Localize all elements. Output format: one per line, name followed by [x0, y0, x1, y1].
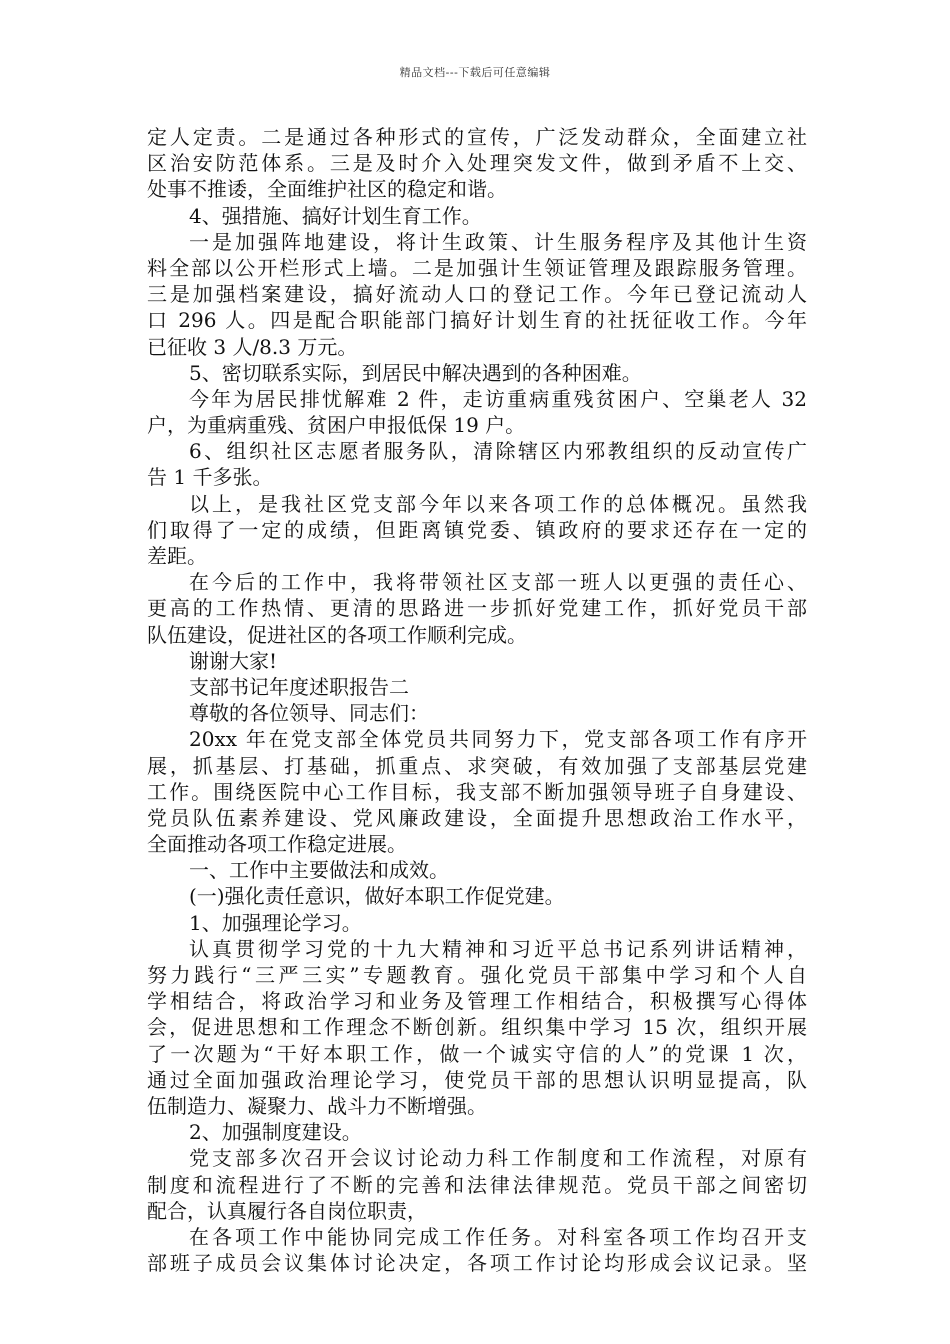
text-line: 更高的工作热情、更清的思路进一步抓好党建工作，抓好党员干部 [147, 596, 807, 621]
text-line: 户，为重病重残、贫困户申报低保 19 户。 [147, 413, 526, 438]
text-line: 制度和流程进行了不断的完善和法律法律规范。党员干部之间密切 [147, 1172, 807, 1197]
text-line: 队伍建设，促进社区的各项工作顺利完成。 [147, 622, 527, 647]
text-line: 定人定责。二是通过各种形式的宣传，广泛发动群众，全面建立社 [147, 125, 807, 149]
text-line: 伍制造力、凝聚力、战斗力不断增强。 [147, 1093, 487, 1118]
text-line: 通过全面加强政治理论学习，使党员干部的思想认识明显提高，队 [147, 1067, 807, 1092]
text-line: 告 1 千多张。 [147, 465, 273, 490]
text-line: 认真贯彻学习党的十九大精神和习近平总书记系列讲话精神， [189, 936, 807, 961]
text-line: 配合，认真履行各自岗位职责， [147, 1198, 427, 1223]
text-line: 全面推动各项工作稳定进展。 [147, 832, 407, 857]
text-line: 尊敬的各位领导、同志们： [189, 701, 429, 726]
text-line: 工作。围绕医院中心工作目标，我支部不断加强领导班子自身建设、 [147, 779, 807, 804]
text-line: 一是加强阵地建设，将计生政策、计生服务程序及其他计生资 [189, 229, 807, 254]
text-line: 会，促进思想和工作理念不断创新。组织集中学习 15 次，组织开展 [147, 1015, 807, 1040]
document-body [147, 124, 807, 1276]
text-line: 党支部多次召开会议讨论动力科工作制度和工作流程，对原有 [189, 1146, 807, 1171]
text-line: 区治安防范体系。三是及时介入处理突发文件，做到矛盾不上交、 [147, 151, 807, 176]
text-line: 支部书记年度述职报告二 [189, 674, 409, 699]
text-line: 学相结合，将政治学习和业务及管理工作相结合，积极撰写心得体 [147, 989, 807, 1014]
text-line: 差距。 [147, 544, 207, 568]
text-line: 今年为居民排忧解难 2 件，走访重病重残贫困户、空巢老人 32 [189, 386, 807, 411]
text-line: 部班子成员会议集体讨论决定，各项工作讨论均形成会议记录。坚 [147, 1251, 807, 1276]
text-line: 一、工作中主要做法和成效。 [189, 858, 449, 883]
text-line: 以上，是我社区党支部今年以来各项工作的总体概况。虽然我 [189, 491, 807, 516]
text-line: 处事不推诿，全面维护社区的稳定和谐。 [147, 177, 507, 202]
text-line: 5、密切联系实际，到居民中解决遇到的各种困难。 [189, 360, 642, 385]
text-line: 党员队伍素养建设、党风廉政建设，全面提升思想政治工作水平， [147, 805, 807, 830]
text-line: 2、加强制度建设。 [189, 1120, 362, 1145]
text-line: 们取得了一定的成绩，但距离镇党委、镇政府的要求还存在一定的 [147, 517, 807, 542]
text-line: 20xx 年在党支部全体党员共同努力下，党支部各项工作有序开 [189, 727, 807, 752]
text-line: 了一次题为“干好本职工作，做一个诚实守信的人”的党课 1 次， [147, 1041, 807, 1066]
text-line: 已征收 3 人/8.3 万元。 [147, 334, 358, 359]
text-line: 展，抓基层、打基础，抓重点、求突破，有效加强了支部基层党建 [147, 753, 807, 778]
text-line: 料全部以公开栏形式上墙。二是加强计生领证管理及跟踪服务管理。 [147, 255, 807, 280]
text-line: 1、加强理论学习。 [189, 910, 362, 935]
text-line: 三是加强档案建设，搞好流动人口的登记工作。今年已登记流动人 [147, 282, 807, 307]
text-line: (一)强化责任意识，做好本职工作促党建。 [189, 884, 565, 909]
text-line: 努力践行“三严三实”专题教育。强化党员干部集中学习和个人自 [147, 963, 807, 987]
text-line: 在今后的工作中，我将带领社区支部一班人以更强的责任心、 [189, 570, 807, 595]
text-line: 在各项工作中能协同完成工作任务。对科室各项工作均召开支 [189, 1224, 807, 1249]
text-line: 4、强措施、搞好计划生育工作。 [189, 203, 482, 228]
text-line: 口 296 人。四是配合职能部门搞好计划生育的社抚征收工作。今年 [147, 308, 807, 333]
page-header: 精品文档---下载后可任意编辑 [399, 66, 551, 79]
text-line: 6、组织社区志愿者服务队，清除辖区内邪教组织的反动宣传广 [189, 439, 807, 464]
text-line: 谢谢大家! [189, 648, 278, 673]
